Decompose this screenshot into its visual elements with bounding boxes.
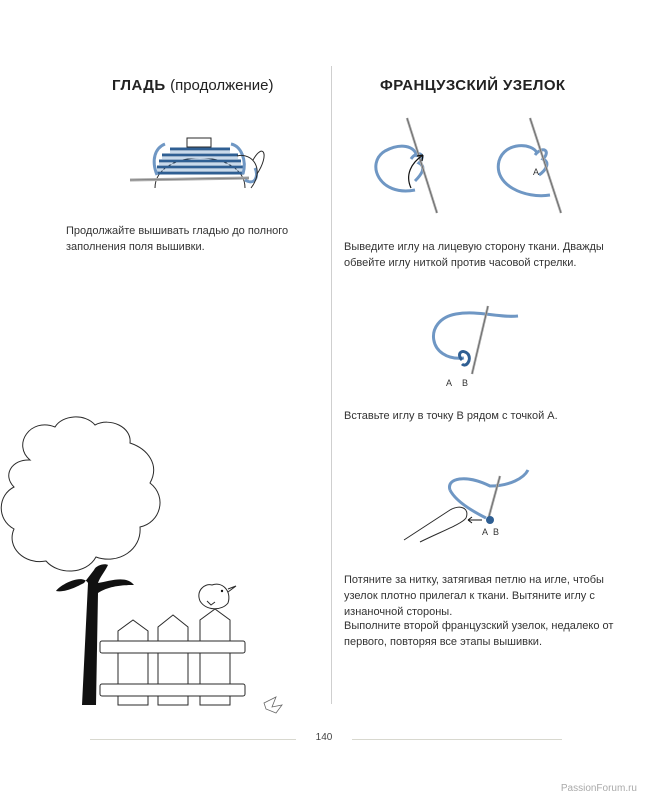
left-title: ГЛАДЬ [112, 77, 166, 94]
french-knot-step2-illustration [420, 298, 530, 390]
label-a: A [446, 378, 453, 388]
step3-text: Потяните за нитку, затягивая петлю на игле, чтобы узелок плотно прилегал к ткани. Вытяните иглу с изнаночной стороны. [344, 574, 604, 618]
label-a: A [533, 167, 540, 177]
step2-text: Вставьте иглу в точку B рядом с точкой A. [344, 410, 558, 422]
right-title: ФРАНЦУЗСКИЙ УЗЕЛОК [380, 77, 566, 94]
left-subtitle: (продолжение) [170, 77, 274, 94]
french-knot-step1-illustration [365, 115, 575, 220]
watermark-text: PassionForum.ru [560, 783, 637, 794]
footer-rule-left [90, 739, 296, 740]
column-divider [331, 66, 332, 704]
step1-text: Выведите иглу на лицевую сторону ткани. Дважды обвейте иглу ниткой против часовой стрелки. [344, 241, 604, 269]
satin-stitch-illustration [125, 130, 275, 200]
label-a: A [482, 527, 489, 537]
left-paragraph: Продолжайте вышивать гладью до полного заполнения поля вышивки. [66, 225, 289, 253]
footer-rule-right [352, 739, 562, 740]
french-knot-step3-illustration [400, 462, 540, 547]
label-b: B [493, 527, 500, 537]
tree-fence-bird-illustration [0, 415, 300, 720]
label-b: B [462, 378, 469, 388]
left-heading [112, 77, 273, 94]
step4-text: Выполните второй французский узелок, недалеко от первого, повторяя все этапы вышивки. [344, 620, 614, 648]
page-number: 140 [315, 732, 333, 743]
